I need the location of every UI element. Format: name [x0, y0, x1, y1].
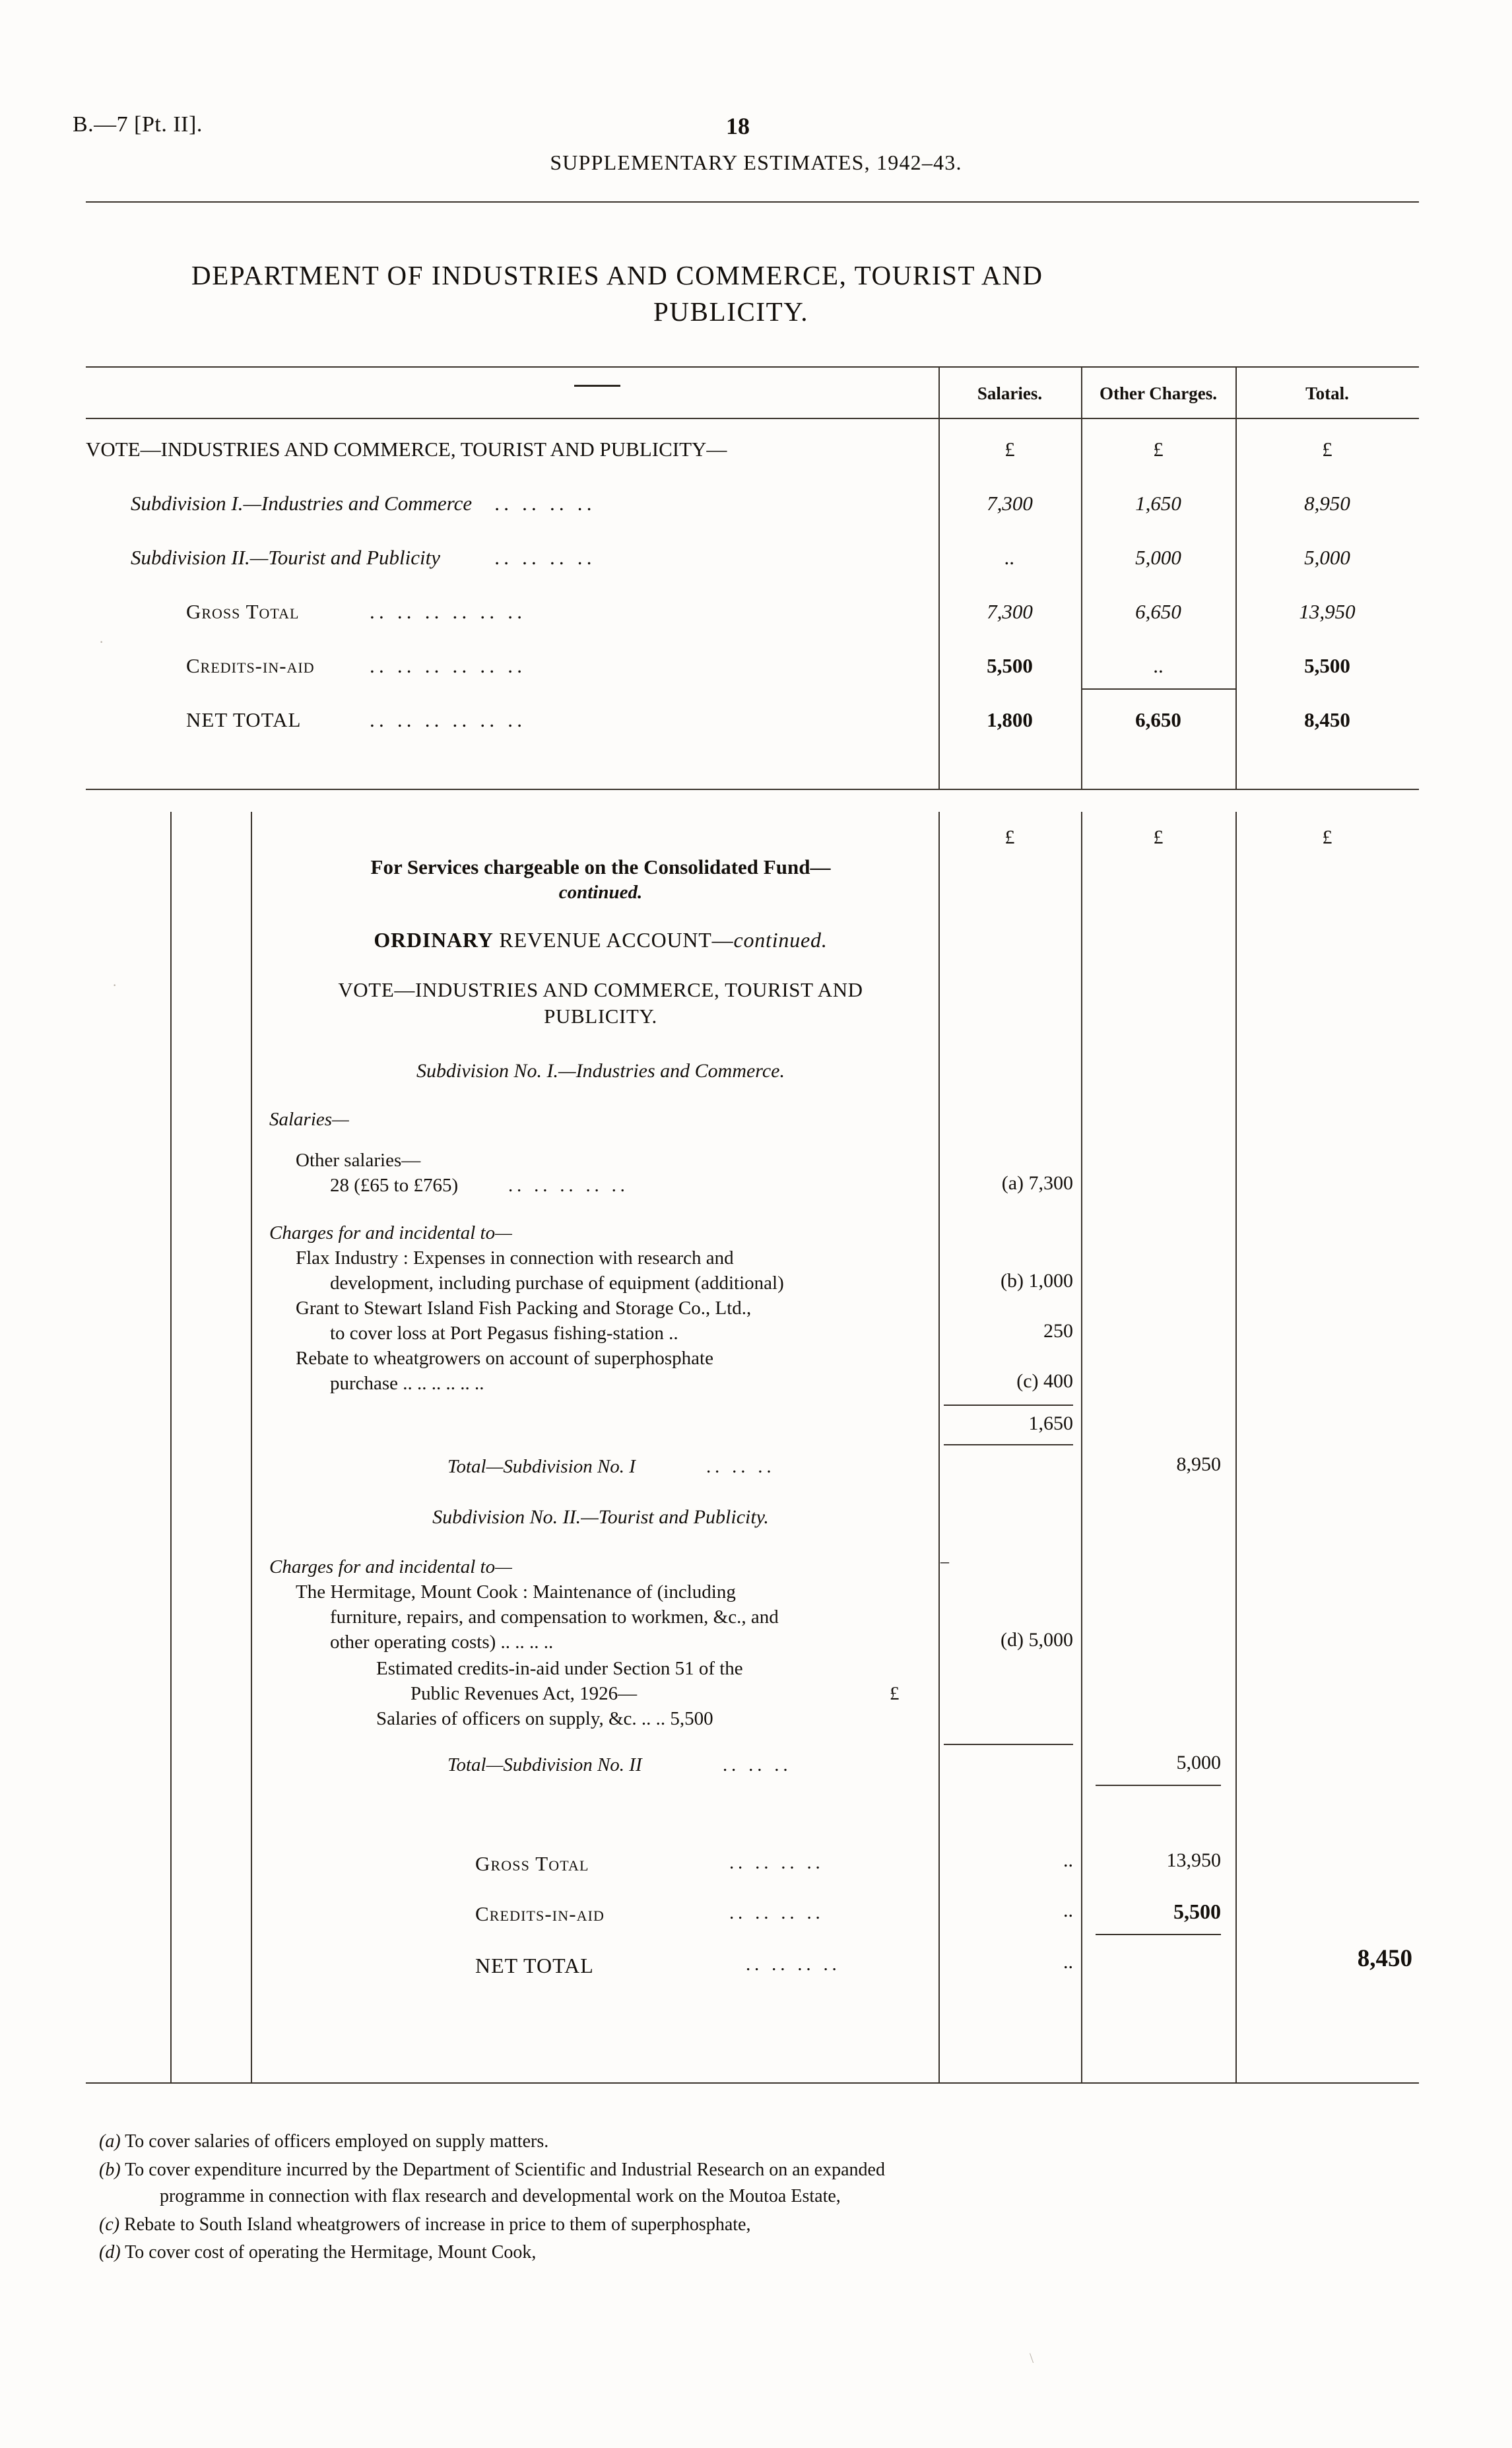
detail-amount-subtotal-1: 1,650	[1028, 1412, 1073, 1434]
detail-credits-dots: .. .. .. ..	[729, 1902, 824, 1923]
page-number: 18	[726, 113, 750, 139]
summary-cell-total: 8,450	[1304, 708, 1350, 731]
detail-total-sub2-dots: .. .. ..	[723, 1754, 792, 1775]
detail-heading-ordinary-revenue	[271, 925, 931, 955]
detail-vline-3	[1235, 812, 1237, 2082]
footnote-marker: (a)	[99, 2131, 121, 2152]
summary-cell-total: 5,500	[1304, 654, 1350, 677]
page-title-line1: DEPARTMENT OF INDUSTRIES AND COMMERCE, TOURIST AND	[191, 260, 1043, 290]
detail-total-sub2-label: Total—Subdivision No. II	[447, 1754, 642, 1775]
detail-subtotal-rule-3	[944, 1744, 1073, 1745]
detail-subtotal-rule-1	[944, 1405, 1073, 1406]
summary-row	[86, 438, 1419, 464]
summary-row-dots: .. .. .. ..	[495, 546, 597, 569]
summary-table	[86, 366, 1419, 789]
footnote-text: Rebate to South Island wheatgrowers of increase in price to them of superphosphate,	[124, 2214, 751, 2235]
summary-row	[86, 546, 1419, 572]
summary-cell-other: 5,000	[1135, 546, 1181, 569]
summary-cell-salaries: 5,500	[987, 654, 1033, 677]
detail-amount-net-total: 8,450	[1357, 1945, 1412, 1972]
detail-rule-bottom	[86, 2082, 1419, 2084]
detail-heading-ordinary-bold: ORDINARY	[374, 928, 494, 952]
detail-amount-total-sub1: 8,950	[1176, 1453, 1221, 1475]
detail-currency-other: £	[1153, 826, 1164, 848]
detail-item-flax-line1: Flax Industry : Expenses in connection with research and	[296, 1247, 734, 1269]
summary-row-label: Subdivision I.—Industries and Commerce	[131, 492, 473, 515]
page-subtitle: SUPPLEMENTARY ESTIMATES, 1942–43.	[550, 150, 962, 174]
detail-vote-line1: VOTE—INDUSTRIES AND COMMERCE, TOURIST AND	[338, 978, 863, 1001]
detail-amount-total-sub2: 5,000	[1176, 1752, 1221, 1773]
detail-vote-line2: PUBLICITY.	[544, 1005, 657, 1028]
summary-currency-other: £	[1153, 438, 1164, 461]
summary-row	[86, 654, 1419, 680]
detail-gross-total-label: Gross Total	[475, 1852, 589, 1875]
detail-heading-consolidated-fund-continued: continued.	[558, 882, 643, 903]
detail-net-total-label: NET TOTAL	[475, 1954, 594, 1977]
detail-heading-consolidated-fund: For Services chargeable on the Consolidated Fund—	[370, 855, 831, 878]
detail-amount-rebate: (c) 400	[1016, 1370, 1073, 1392]
summary-cell-other: 6,650	[1135, 600, 1181, 623]
summary-cell-other: 1,650	[1135, 492, 1181, 515]
scan-artifact: ·	[112, 977, 117, 993]
detail-charges-label-2: Charges for and incidental to—	[269, 1556, 512, 1577]
scan-artifact: ·	[99, 634, 104, 650]
detail-item-rebate-line2: purchase .. .. .. .. .. ..	[330, 1373, 484, 1394]
summary-row	[86, 492, 1419, 518]
detail-credits-note-line1: Estimated credits-in-aid under Section 51 of the	[376, 1658, 743, 1679]
summary-cell-total: 13,950	[1299, 600, 1356, 623]
summary-currency-total: £	[1322, 438, 1332, 461]
detail-subtotal-rule-2	[944, 1444, 1073, 1445]
summary-row-header-dash	[574, 385, 620, 387]
detail-other-salaries-label: Other salaries—	[296, 1150, 421, 1171]
summary-cell-total: 8,950	[1304, 492, 1350, 515]
detail-amount-other-salaries: (a) 7,300	[1001, 1172, 1073, 1194]
footnote-item	[99, 2157, 1412, 2210]
footnotes	[99, 2129, 1412, 2268]
detail-gross-total-dash: ..	[1063, 1849, 1073, 1871]
detail-amount-credits: 5,500	[1173, 1900, 1221, 1923]
detail-total-sub1-label: Total—Subdivision No. I	[447, 1456, 636, 1477]
detail-net-total-dots: .. .. .. ..	[746, 1954, 841, 1975]
page-header	[0, 112, 1512, 191]
detail-item-flax-line2: development, including purchase of equipment (additional)	[330, 1273, 784, 1294]
summary-row-label: NET TOTAL	[186, 708, 302, 731]
summary-cell-salaries: 1,800	[987, 708, 1033, 731]
footnote-marker: (c)	[99, 2214, 120, 2235]
footnote-marker: (b)	[99, 2159, 121, 2180]
page-title-line2: PUBLICITY.	[653, 296, 809, 327]
detail-currency-total: £	[1322, 826, 1332, 848]
summary-rule-top	[86, 366, 1419, 368]
detail-item-hermitage-line2: furniture, repairs, and compensation to workmen, &c., and	[330, 1606, 779, 1628]
detail-total-sub1-dots: .. .. ..	[706, 1456, 775, 1477]
detail-net-rule	[1096, 1934, 1221, 1935]
detail-subdivision-2-heading: Subdivision No. II.—Tourist and Publicity.	[432, 1506, 769, 1528]
detail-amount-flax: (b) 1,000	[1001, 1270, 1073, 1292]
detail-gross-total-dots: .. .. .. ..	[729, 1852, 824, 1873]
summary-rule-header	[86, 418, 1419, 419]
summary-col-other-charges: Other Charges.	[1100, 383, 1217, 403]
footnote-item	[99, 2239, 1412, 2266]
detail-subdivision-1-heading: Subdivision No. I.—Industries and Commerce.	[416, 1060, 785, 1082]
summary-cell-salaries: 7,300	[987, 492, 1033, 515]
footnote-text-continued: programme in connection with flax research and developmental work on the Moutoa Estate,	[160, 2186, 841, 2207]
summary-row-label: Credits-in-aid	[186, 654, 315, 677]
detail-other-salaries-dots: .. .. .. .. ..	[508, 1175, 629, 1196]
summary-cell-other: 6,650	[1135, 708, 1181, 731]
detail-credits-label: Credits-in-aid	[475, 1902, 605, 1925]
summary-cell-salaries: ..	[1004, 546, 1015, 569]
footnote-text: To cover cost of operating the Hermitage, Mount Cook,	[125, 2242, 537, 2263]
detail-credits-note-currency: £	[890, 1683, 900, 1704]
detail-vline-1	[938, 812, 940, 2082]
summary-row	[86, 600, 1419, 626]
detail-credits-note-line3: Salaries of officers on supply, &c. .. .. 5,500	[376, 1708, 713, 1729]
summary-cell-salaries: 7,300	[987, 600, 1033, 623]
footnote-text: To cover salaries of officers employed on supply matters.	[125, 2131, 549, 2152]
detail-amount-gross-total: 13,950	[1166, 1849, 1221, 1871]
summary-row-dots: .. .. .. .. .. ..	[370, 600, 527, 623]
detail-amount-stewart: 250	[1043, 1320, 1073, 1342]
summary-col-total: Total.	[1305, 383, 1349, 403]
summary-row-label: Subdivision II.—Tourist and Publicity	[131, 546, 441, 569]
summary-row-dots: .. .. .. .. .. ..	[370, 708, 527, 731]
detail-credits-dash: ..	[1063, 1900, 1073, 1921]
summary-row-label: VOTE—INDUSTRIES AND COMMERCE, TOURIST AND PUBLICITY—	[86, 438, 727, 461]
summary-cell-total: 5,000	[1304, 546, 1350, 569]
summary-cell-other: ..	[1153, 654, 1164, 677]
page-title	[132, 257, 1386, 331]
footnote-marker: (d)	[99, 2242, 121, 2263]
detail-vline-left	[170, 812, 172, 2082]
footnote-item	[99, 2212, 1412, 2239]
document-reference: B.—7 [Pt. II].	[73, 112, 203, 137]
footnote-item	[99, 2129, 1412, 2156]
summary-row-label: Gross Total	[186, 600, 300, 623]
detail-dash-mark: –	[940, 1552, 949, 1571]
summary-currency-salaries: £	[1004, 438, 1015, 461]
summary-col-salaries: Salaries.	[977, 383, 1043, 403]
detail-net-total-dash: ..	[1063, 1951, 1073, 1973]
detail-heading-ordinary-rest: REVENUE ACCOUNT—	[493, 928, 734, 952]
detail-currency-salaries: £	[1004, 826, 1015, 848]
detail-subtotal-rule-4	[1096, 1785, 1221, 1786]
footnote-text: To cover expenditure incurred by the Department of Scientific and Industrial Research on an expanded	[125, 2159, 885, 2180]
detail-item-hermitage-line3: other operating costs) .. .. .. ..	[330, 1632, 554, 1653]
detail-item-stewart-line1: Grant to Stewart Island Fish Packing and Storage Co., Ltd.,	[296, 1298, 752, 1319]
detail-salaries-label: Salaries—	[269, 1109, 349, 1130]
scan-artifact: \	[1030, 2350, 1034, 2366]
detail-item-hermitage-line1: The Hermitage, Mount Cook : Maintenance of (including	[296, 1581, 736, 1603]
detail-amount-hermitage: (d) 5,000	[1001, 1629, 1073, 1651]
detail-heading-ordinary-continued: continued.	[733, 928, 828, 952]
summary-row	[86, 708, 1419, 735]
detail-item-rebate-line1: Rebate to wheatgrowers on account of superphosphate	[296, 1348, 713, 1369]
detail-other-salaries-detail: 28 (£65 to £765)	[330, 1175, 459, 1196]
summary-row-dots: .. .. .. ..	[495, 492, 597, 515]
summary-row-dots: .. .. .. .. .. ..	[370, 654, 527, 677]
header-rule	[86, 201, 1419, 203]
summary-subrule	[1081, 688, 1235, 690]
detail-vline-indent	[251, 812, 252, 2082]
detail-table	[86, 812, 1419, 2105]
detail-vline-2	[1081, 812, 1082, 2082]
detail-item-stewart-line2: to cover loss at Port Pegasus fishing-station ..	[330, 1323, 678, 1344]
detail-credits-note-line2: Public Revenues Act, 1926—	[411, 1683, 638, 1704]
summary-rule-bottom	[86, 789, 1419, 790]
detail-charges-label-1: Charges for and incidental to—	[269, 1222, 512, 1243]
